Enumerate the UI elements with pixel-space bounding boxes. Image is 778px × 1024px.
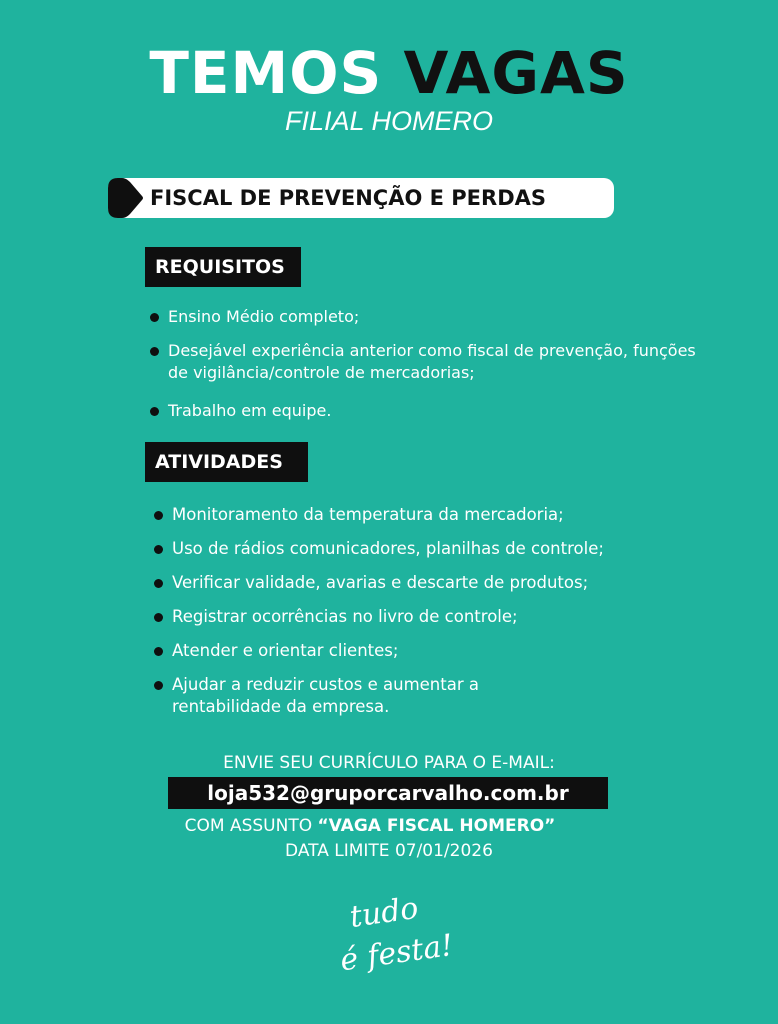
bullet-icon <box>150 347 159 356</box>
activities-list <box>154 504 714 730</box>
bullet-icon <box>154 545 163 554</box>
list-item: Desejável experiência anterior como fiscal de prevenção, funções de vigilância/controle de mercadorias; <box>150 340 708 384</box>
bullet-icon <box>150 407 159 416</box>
headline-vagas: VAGAS <box>403 39 629 107</box>
headline <box>0 38 778 108</box>
list-item: Uso de rádios comunicadores, planilhas de controle; <box>154 538 714 560</box>
requirements-label: REQUISITOS <box>145 247 301 287</box>
deadline: DATA LIMITE 07/01/2026 <box>285 841 493 861</box>
send-cv-instruction: ENVIE SEU CURRÍCULO PARA O E-MAIL: <box>223 753 555 773</box>
tudo-e-festa-logo <box>330 885 456 985</box>
headline-temos: TEMOS <box>149 39 383 107</box>
email-address[interactable]: loja532@gruporcarvalho.com.br <box>168 777 608 809</box>
list-item: Ajudar a reduzir custos e aumentar a rentabilidade da empresa. <box>154 674 572 718</box>
branch-subtitle: FILIAL HOMERO <box>284 106 494 136</box>
requirements-list <box>150 306 750 434</box>
logo-line1: tudo <box>347 890 421 936</box>
bullet-icon <box>154 511 163 520</box>
job-title: FISCAL DE PREVENÇÃO E PERDAS <box>150 186 547 210</box>
activities-label: ATIVIDADES <box>145 442 308 482</box>
bullet-icon <box>150 313 159 322</box>
play-arrow-icon <box>108 178 144 218</box>
list-item: Trabalho em equipe. <box>150 400 750 422</box>
list-item: Ensino Médio completo; <box>150 306 750 328</box>
list-item: Monitoramento da temperatura da mercadoria; <box>154 504 714 526</box>
logo-line2: é festa! <box>338 927 456 979</box>
list-item: Atender e orientar clientes; <box>154 640 714 662</box>
bullet-icon <box>154 647 163 656</box>
subject-value: “VAGA FISCAL HOMERO” <box>317 816 556 836</box>
subject-prefix: COM ASSUNTO <box>184 816 313 836</box>
bullet-icon <box>154 613 163 622</box>
list-item: Verificar validade, avarias e descarte de produtos; <box>154 572 714 594</box>
list-item: Registrar ocorrências no livro de controle; <box>154 606 714 628</box>
email-subject <box>0 815 740 837</box>
bullet-icon <box>154 579 163 588</box>
bullet-icon <box>154 681 163 690</box>
